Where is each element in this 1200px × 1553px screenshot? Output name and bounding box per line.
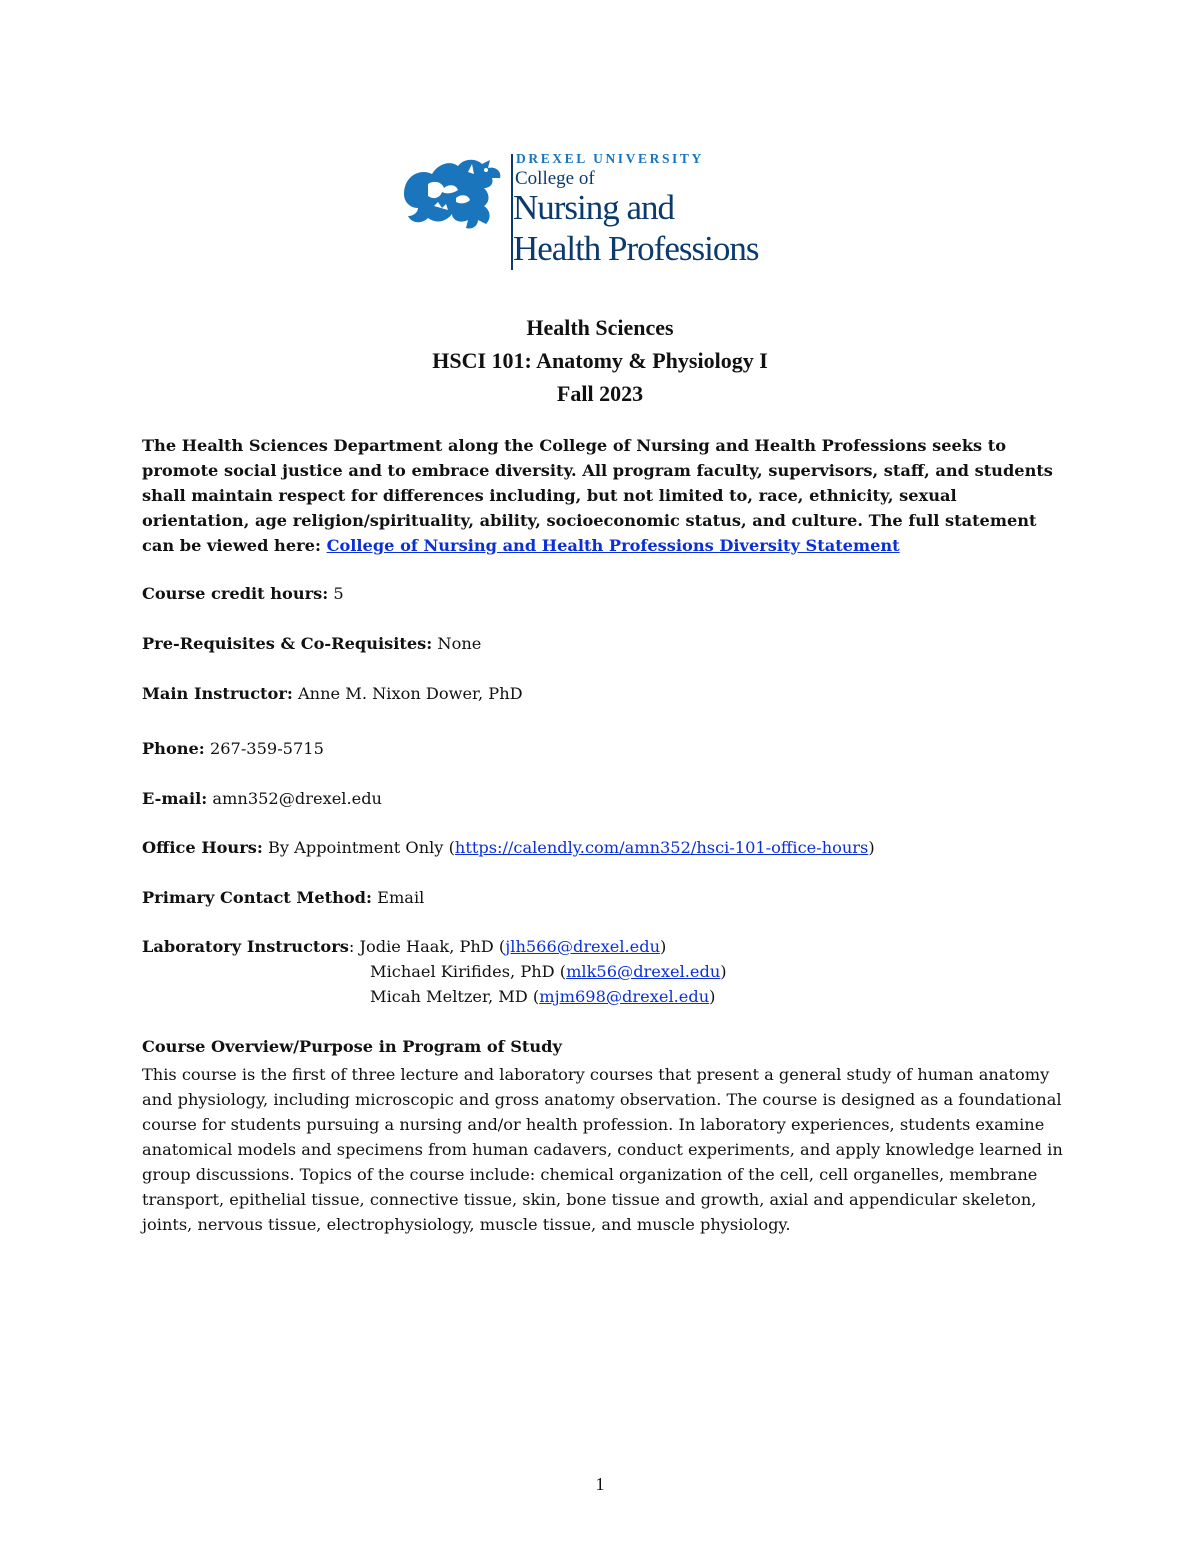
lab-instructor-row: [370, 984, 715, 1009]
email-value: amn352@drexel.edu: [207, 789, 382, 808]
phone-label: Phone:: [142, 739, 205, 758]
prerequisites-value: None: [432, 634, 482, 653]
credit-hours-field: [142, 581, 344, 606]
office-hours-suffix: ): [868, 838, 875, 857]
drexel-cnhp-logo: [398, 150, 808, 275]
contact-method-field: [142, 885, 424, 910]
lab-instructors-label: Laboratory Instructors: [142, 937, 349, 956]
logo-university-text: DREXEL UNIVERSITY: [516, 151, 704, 166]
diversity-statement-link[interactable]: College of Nursing and Health Professions Diversity Statement: [326, 536, 900, 555]
prerequisites-label: Pre-Requisites & Co-Requisites:: [142, 634, 433, 653]
lab-instructor-close: ): [709, 987, 716, 1006]
lab-instructor-name: Jodie Haak, PhD (: [354, 937, 506, 956]
email-label: E-mail:: [142, 789, 208, 808]
phone-field: [142, 736, 324, 761]
prerequisites-field: [142, 631, 481, 656]
main-instructor-value: Anne M. Nixon Dower, PhD: [292, 684, 523, 703]
term-heading: Fall 2023: [556, 381, 644, 406]
lab-instructors-colon: :: [348, 937, 355, 956]
diversity-statement: [142, 433, 1062, 558]
lab-instructor-name: Micah Meltzer, MD (: [370, 987, 540, 1006]
logo-college-prefix: College of: [515, 168, 595, 189]
dragon-logo-icon: [398, 154, 506, 234]
phone-value: 267-359-5715: [204, 739, 324, 758]
contact-method-value: Email: [371, 888, 425, 907]
logo-line-2: Health Professions: [513, 229, 759, 268]
logo-line-1: Nursing and: [513, 188, 675, 227]
contact-method-label: Primary Contact Method:: [142, 888, 372, 907]
course-title: HSCI 101: Anatomy & Physiology I: [432, 348, 768, 373]
credit-hours-value: 5: [328, 584, 344, 603]
course-overview-text: This course is the first of three lecture and laboratory courses that present a general study of human anatomy and physiology, including microscopic and gross anatomy observation. The course is designed as a foundational course for students pursuing a nursing and/or health profession. In laboratory experiences, students examine anatomical models and specimens from human cadavers, conduct experiments, and apply knowledge learned in group discussions. Topics of the course include: chemical organization of the cell, cell organelles, membrane transport, epithelial tissue, connective tissue, skin, bone tissue and growth, axial and appendicular skeleton, joints, nervous tissue, electrophysiology, muscle tissue, and muscle physiology.: [142, 1065, 1063, 1234]
main-instructor-label: Main Instructor:: [142, 684, 293, 703]
diversity-text: The Health Sciences Department along the College of Nursing and Health Professions seeks to promote social justice and to embrace diversity. All program faculty, supervisors, staff, and students shall maintain respect for differences including, but not limited to, race, ethnicity, sexual orientation, age religion/spirituality, ability, socioeconomic status, and culture. The full statement can be viewed here:: [142, 436, 1053, 555]
course-overview-heading: Course Overview/Purpose in Program of Study: [142, 1037, 562, 1056]
page-number: 1: [595, 1474, 605, 1494]
department-heading: Health Sciences: [526, 315, 674, 340]
office-hours-link[interactable]: https://calendly.com/amn352/hsci-101-office-hours: [454, 838, 869, 857]
lab-instructor-name: Michael Kirifides, PhD (: [370, 962, 567, 981]
email-field: [142, 786, 382, 811]
lab-instructor-close: ): [720, 962, 727, 981]
office-hours-label: Office Hours:: [142, 838, 263, 857]
credit-hours-label: Course credit hours:: [142, 584, 329, 603]
main-instructor-field: [142, 681, 523, 706]
lab-instructor-email-link[interactable]: mlk56@drexel.edu: [566, 962, 721, 981]
office-hours-field: [142, 835, 875, 860]
lab-instructor-row: [370, 959, 727, 984]
lab-instructor-close: ): [660, 937, 667, 956]
lab-instructor-email-link[interactable]: jlh566@drexel.edu: [505, 937, 661, 956]
office-hours-prefix: By Appointment Only (: [262, 838, 455, 857]
lab-instructors-field: [142, 934, 666, 959]
lab-instructor-email-link[interactable]: mjm698@drexel.edu: [539, 987, 710, 1006]
